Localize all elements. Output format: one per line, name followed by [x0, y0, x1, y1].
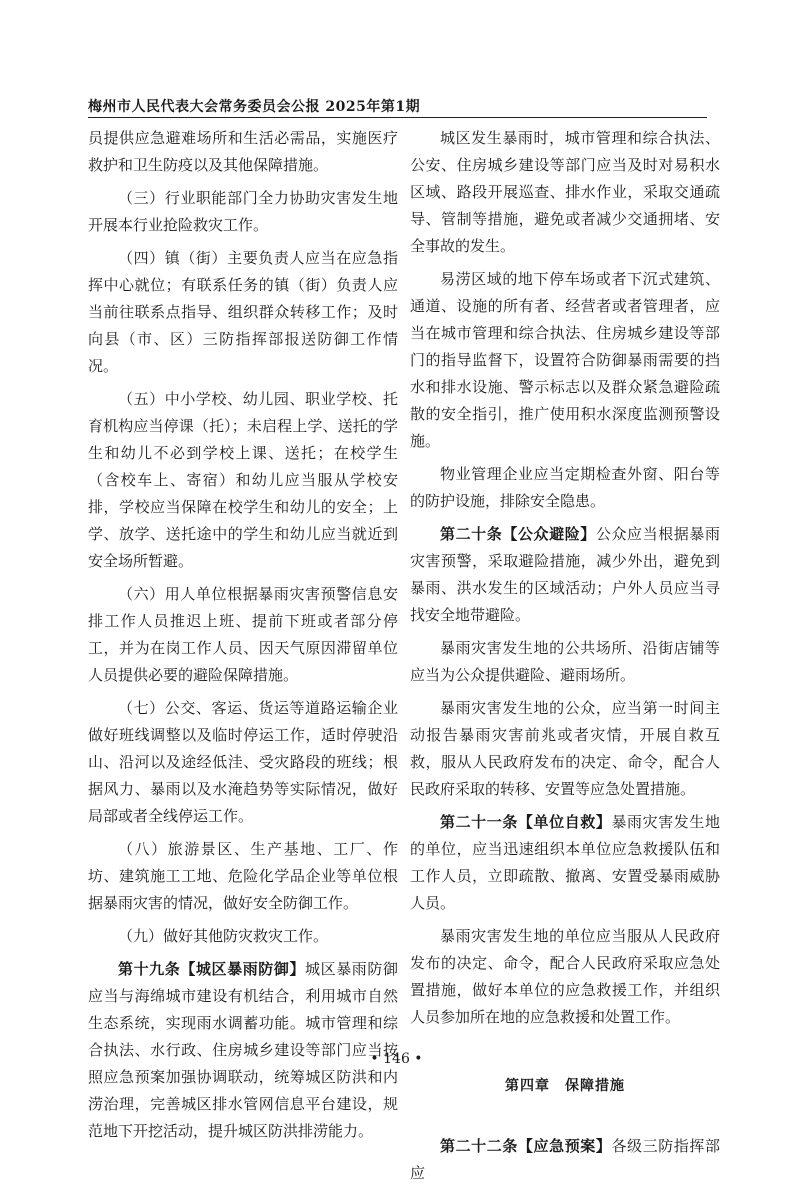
paragraph-text: 易涝区域的地下停车场或者下沉式建筑、通道、设施的所有者、经营者或者管理者，应当在城市管理和综合执法、住房城乡建设等部门的指导监督下，设置符合防御暴雨需要的挡水和排水设施、警示标志以及群众紧急避险疏散的安全指引，推广使用积水深度监测预警设施。: [410, 270, 720, 450]
body-paragraph: [410, 125, 720, 260]
paragraph-text: （六）用人单位根据暴雨灾害预警信息安排工作人员推迟上班、提前下班或者部分停工，并为在岗工作人员、因天气原因滞留单位人员提供必要的避险保障措施。: [88, 585, 398, 684]
body-paragraph: [88, 125, 398, 179]
left-column: [88, 125, 398, 1145]
paragraph-text: 物业管理企业应当定期检查外窗、阳台等的防护设施，排除安全隐患。: [410, 465, 720, 510]
body-paragraph: [88, 581, 398, 689]
right-column: [410, 125, 720, 1187]
body-paragraph: [88, 836, 398, 917]
paragraph-text: 员提供应急避难场所和生活必需品，实施医疗救护和卫生防疫以及其他保障措施。: [88, 129, 398, 174]
paragraph-text: （九）做好其他防灾救灾工作。: [118, 927, 329, 945]
paragraph-text: （七）公交、客运、货运等道路运输企业做好班线调整以及临时停运工作，适时停驶沿山、沿河以及途经低洼、受灾路段的班线；根据风力、暴雨以及水淹趋势等实际情况，做好局部或者全线停运工作。: [88, 699, 398, 825]
paragraph-text: 暴雨灾害发生地的单位，应当迅速组织本单位应急救援队伍和工作人员，立即疏散、撤离、安置受暴雨威胁人员。: [410, 813, 720, 912]
body-paragraph: [88, 386, 398, 575]
article-title: 第二十二条【应急预案】: [440, 1137, 612, 1155]
article-title: 第二十条【公众避险】: [440, 525, 596, 543]
article-title: 第二十一条【单位自救】: [440, 813, 612, 831]
body-paragraph: [88, 695, 398, 830]
paragraph-text: 城区发生暴雨时，城市管理和综合执法、公安、住房城乡建设等部门应当及时对易积水区域、路段开展巡查、排水作业，采取交通疏导、管制等措施，避免或者减少交通拥堵、安全事故的发生。: [410, 129, 720, 255]
paragraph-text: （三）行业职能部门全力协助灾害发生地开展本行业抢险救灾工作。: [88, 189, 398, 234]
body-paragraph: [410, 695, 720, 803]
article-body: 各级三防指挥部应: [410, 1137, 720, 1182]
article-title: 第十九条【城区暴雨防御】: [118, 960, 306, 978]
page-number: • 146 •: [370, 1051, 423, 1067]
body-paragraph: [410, 266, 720, 455]
paragraph-text: 公众应当根据暴雨灾害预警，采取避险措施，减少外出，避免到暴雨、洪水发生的区域活动；户外人员应当寻找安全地带避险。: [410, 525, 720, 624]
body-paragraph: [88, 185, 398, 239]
body-paragraph: [88, 245, 398, 380]
body-paragraph: [410, 461, 720, 515]
paragraph-text: （五）中小学校、幼儿园、职业学校、托育机构应当停课（托）；未启程上学、送托的学生和幼儿不必到学校上课、送托；在校学生（含校车上、寄宿）和幼儿应当服从学校安排，学校应当保障在校学生和幼儿的安全；上学、放学、送托途中的学生和幼儿应当就近到安全场所暂避。: [88, 390, 398, 570]
paragraph-text: （八）旅游景区、生产基地、工厂、作坊、建筑施工工地、危险化学品企业等单位根据暴雨灾害的情况，做好安全防御工作。: [88, 840, 398, 912]
paragraph-text: 暴雨灾害发生地的单位应当服从人民政府发布的决定、命令，配合人民政府采取应急处置措施，做好本单位的应急救援工作，并组织人员参加所在地的应急救援和处置工作。: [410, 927, 720, 1026]
paragraph-text: 城区暴雨防御应当与海绵城市建设有机结合，利用城市自然生态系统，实现雨水调蓄功能。城市管理和综合执法、水行政、住房城乡建设等部门应当按照应急预案加强协调联动，统筹城区防洪和内涝治理，完善城区排水管网信息平台建设，规范地下开挖活动，提升城区防洪排涝能力。: [88, 960, 398, 1140]
article-paragraph: [410, 521, 720, 629]
body-paragraph: [410, 923, 720, 1031]
body-paragraph: [88, 923, 398, 950]
article-paragraph: [410, 809, 720, 917]
body-paragraph: [410, 635, 720, 689]
publication-header: 梅州市人民代表大会常务委员会公报 2025年第1期: [88, 99, 421, 115]
article-paragraph: [410, 1133, 720, 1187]
header-divider: [88, 117, 707, 118]
paragraph-text: （四）镇（街）主要负责人应当在应急指挥中心就位；有联系任务的镇（街）负责人应当前往联系点指导、组织群众转移工作；及时向县（市、区）三防指挥部报送防御工作情况。: [88, 249, 398, 375]
chapter-heading: 第四章 保障措施: [505, 1078, 625, 1094]
paragraph-text: 暴雨灾害发生地的公共场所、沿街店铺等应当为公众提供避险、避雨场所。: [410, 639, 720, 684]
paragraph-text: 暴雨灾害发生地的公众，应当第一时间主动报告暴雨灾害前兆或者灾情，开展自救互救，服从人民政府发布的决定、命令，配合人民政府采取的转移、安置等应急处置措施。: [410, 699, 720, 798]
